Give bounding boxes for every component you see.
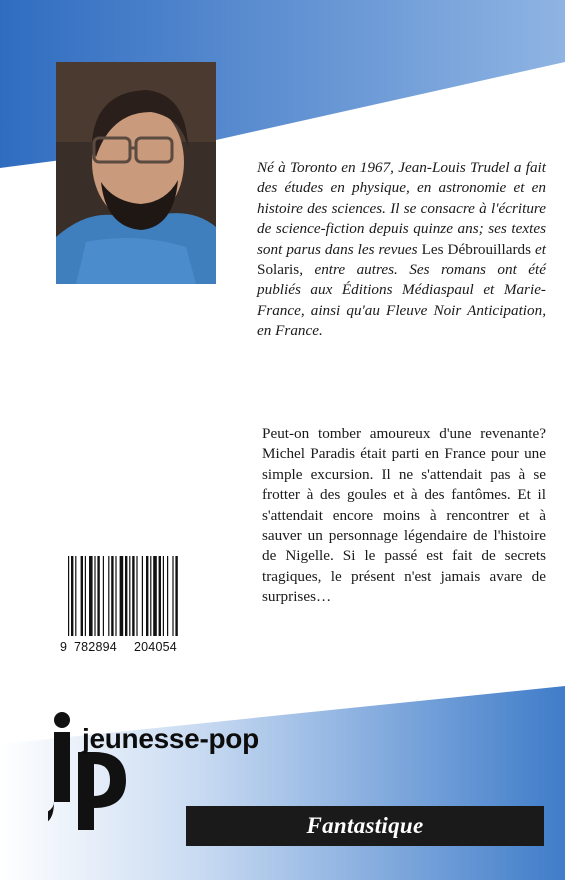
barcode-group-2: 204054 (134, 640, 177, 654)
series-name: jeunesse-pop (82, 723, 259, 754)
bio-text-2: , entre autres. Ses romans ont été publiés aux Éditions Médiaspaul et Marie-France, ainsi qu'au Fleuve Noir Anticipation, en France. (257, 261, 546, 340)
book-blurb: Peut-on tomber amoureux d'une revenante? Michel Paradis était parti en France pour une simple excursion. Il ne s'attendait pas à se frotter à des goules et à des fantômes. Et il s'attendait encore moins à rencontrer et à sauver un personnage légendaire de l'histoire de Nigelle. Si le passé est fait de secrets tragiques, le présent n'est jamais avare de surprises… (262, 425, 546, 606)
bio-magazine-1: Les Débrouillards (421, 240, 532, 258)
bio-text-1: Né à Toronto en 1967, Jean-Louis Trudel a fait des études en physique, en astronomie et en histoire des sciences. Il se consacre à l'écriture de science-fiction depuis quinze ans; ses textes sont parus dans les revues (257, 159, 546, 258)
author-photo (56, 62, 216, 284)
genre-banner (186, 806, 544, 846)
barcode-lead-digit: 9 (60, 640, 68, 654)
author-biography (257, 158, 546, 342)
barcode-group-1: 782894 (74, 640, 117, 654)
bio-and: et (531, 240, 546, 258)
isbn-barcode (56, 548, 206, 672)
barcode-bars (56, 548, 206, 640)
bio-magazine-2: Solaris (257, 261, 300, 279)
genre-label: Fantastique (306, 813, 424, 838)
